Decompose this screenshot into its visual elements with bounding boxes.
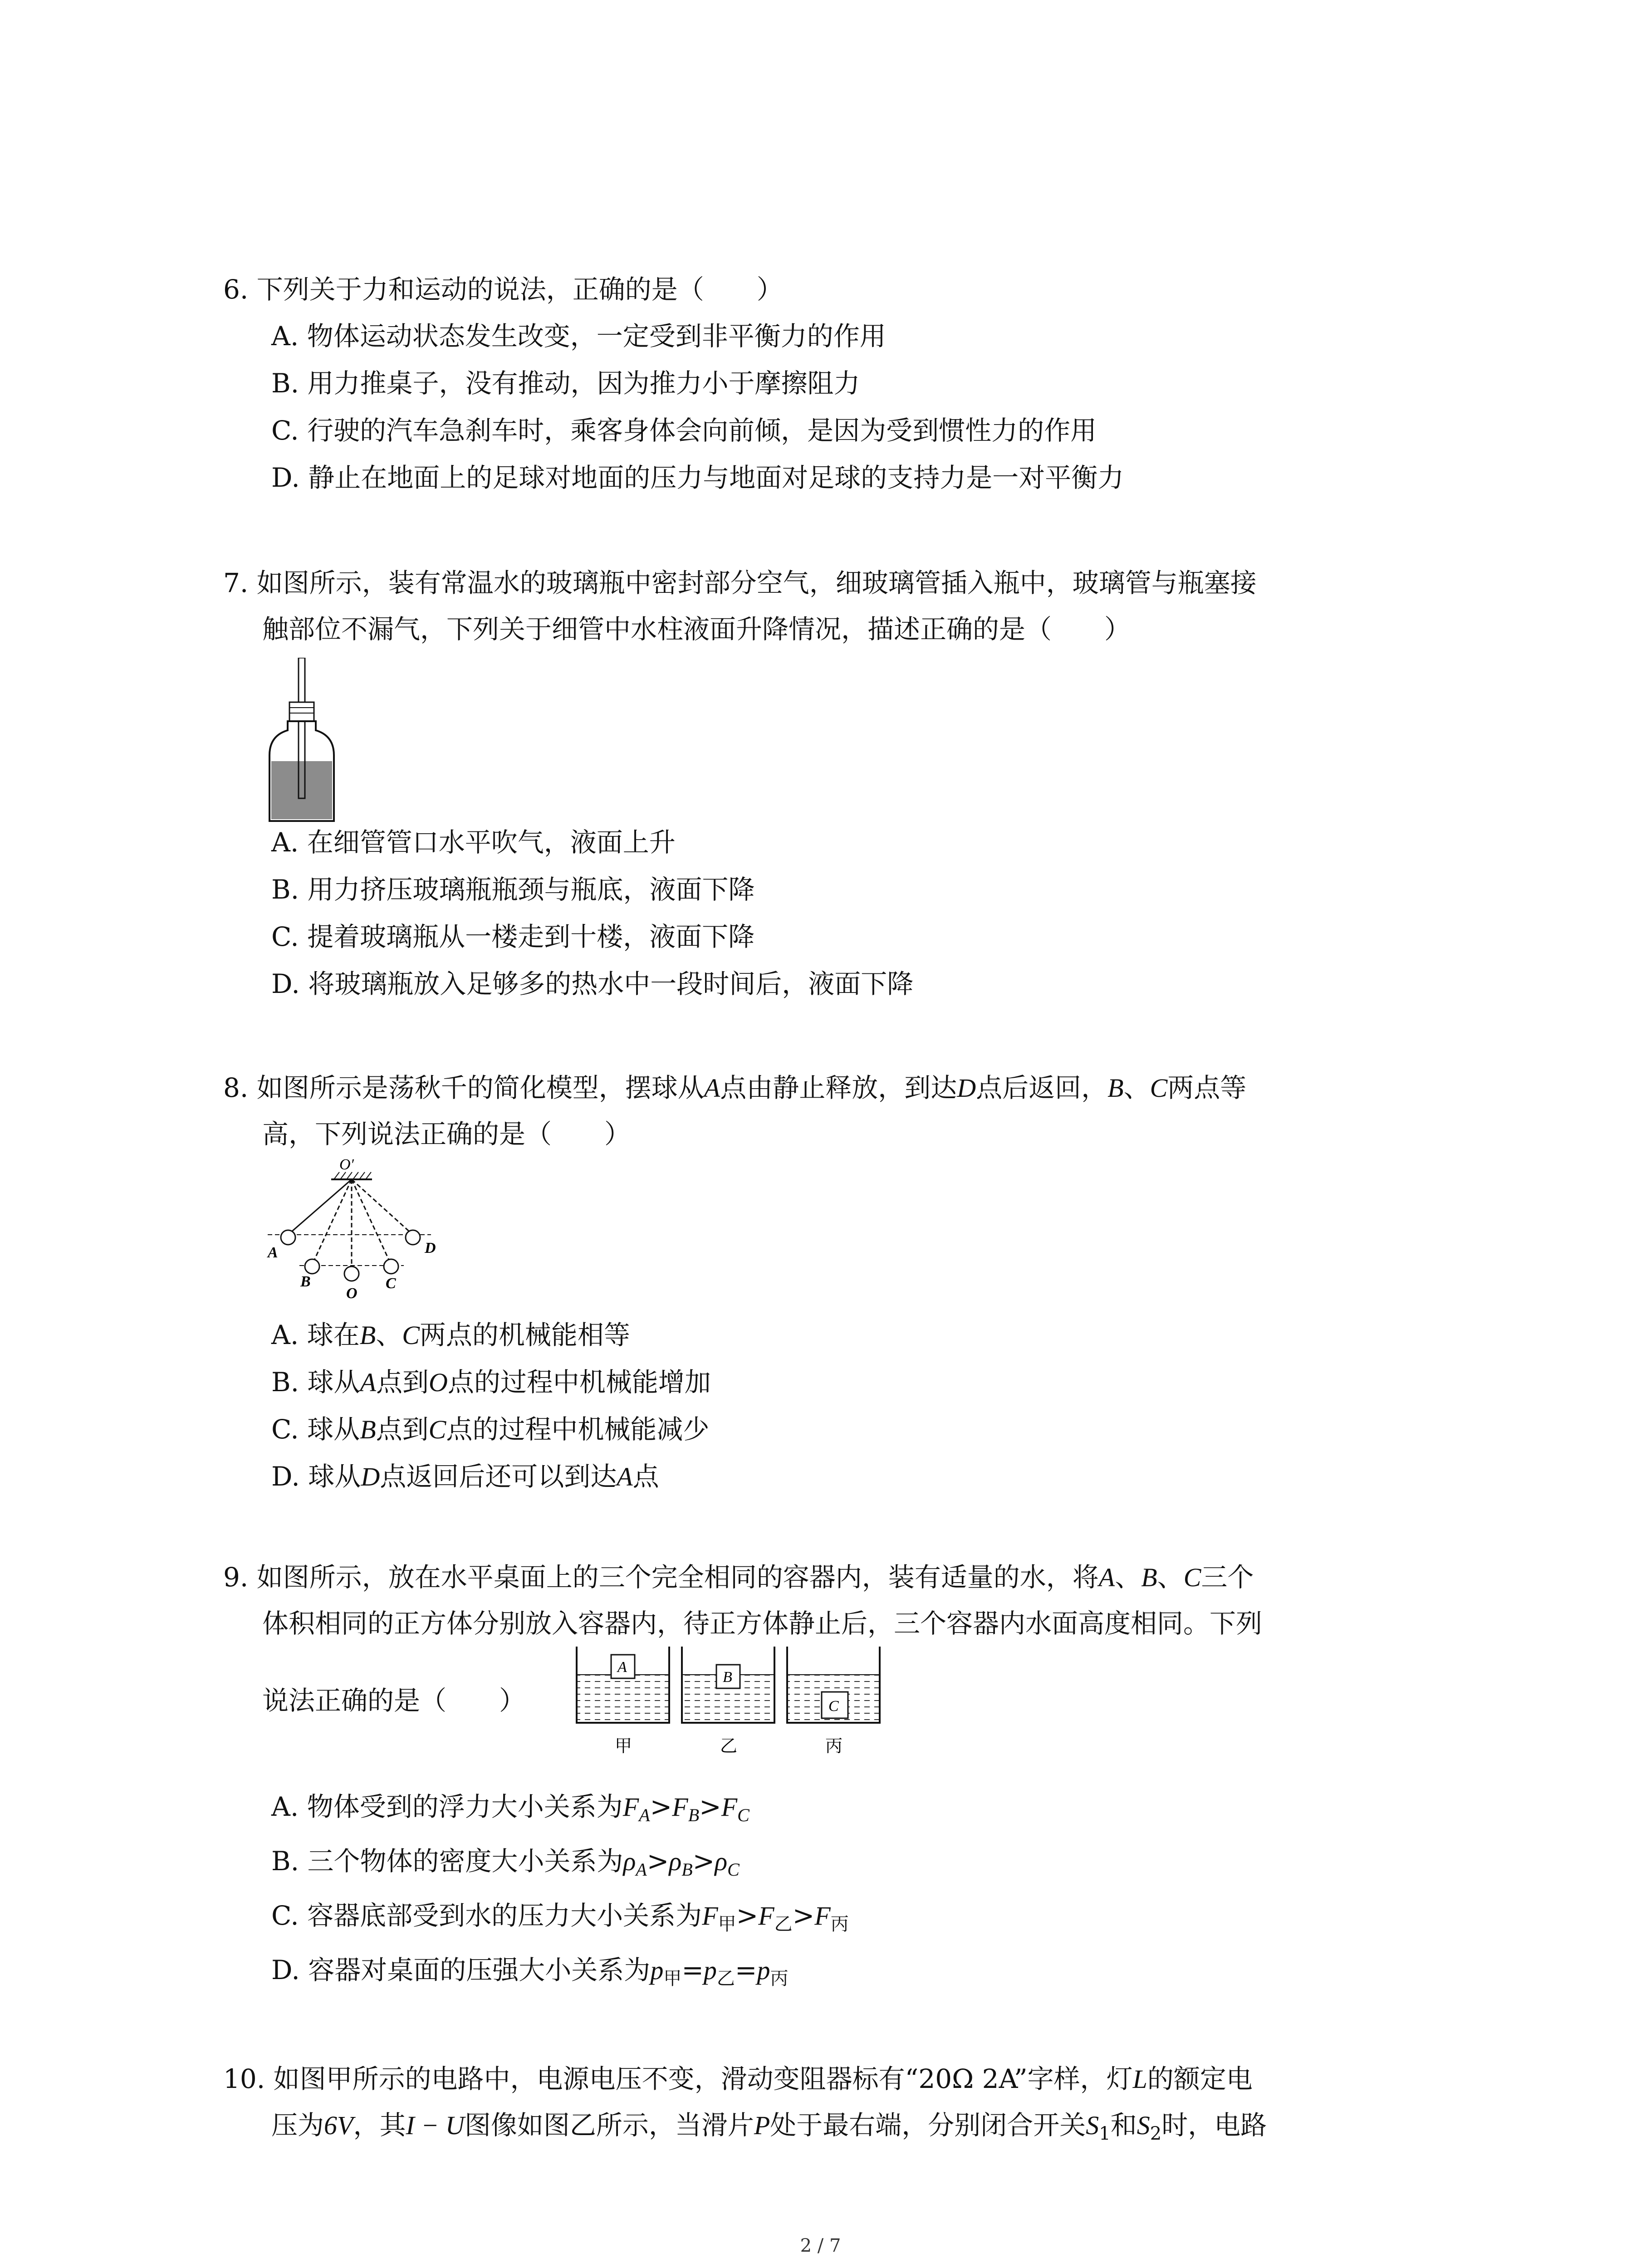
ball-b xyxy=(305,1259,319,1274)
container-jia xyxy=(577,1647,669,1723)
svg-text:乙: 乙 xyxy=(720,1736,738,1756)
q8-stem-line2: 高，下列说法正确的是（ ） xyxy=(262,1119,631,1149)
q6-option-b: B. 用力推桌子，没有推动，因为推力小于摩擦阻力 xyxy=(271,368,860,399)
q10-stem-line1: 10. 如图甲所示的电路中，电源电压不变，滑动变阻器标有“20Ω 2A”字样，灯L的额定电 xyxy=(223,2063,1253,2094)
q6-option-c: C. 行驶的汽车急刹车时，乘客身体会向前倾，是因为受到惯性力的作用 xyxy=(271,415,1097,446)
label-o: O xyxy=(346,1285,358,1302)
bottle-figure xyxy=(268,658,340,826)
q8-stem-line1: 8. 如图所示是荡秋千的简化模型，摆球从A点由静止释放，到达D点后返回，B、C两点等 xyxy=(223,1072,1247,1103)
svg-text:B: B xyxy=(723,1669,732,1686)
q9-stem-line2: 体积相同的正方体分别放入容器内，待正方体静止后，三个容器内水面高度相同。下列 xyxy=(262,1608,1263,1639)
svg-text:C: C xyxy=(828,1698,839,1715)
page-number: 2 / 7 xyxy=(800,2235,841,2256)
q7-option-b: B. 用力挤压玻璃瓶瓶颈与瓶底，液面下降 xyxy=(271,874,755,905)
ball-c xyxy=(384,1259,398,1274)
q10-stem-line2: 压为6V，其I − U图像如图乙所示，当滑片P处于最右端，分别闭合开关$S_1$和$S_2$时，电路 xyxy=(271,2110,1267,2144)
q8-option-b: B. 球从A点到O点的过程中机械能增加 xyxy=(271,1367,711,1398)
containers-figure xyxy=(574,1647,882,1783)
ball-a xyxy=(281,1230,295,1245)
q9-option-d: D. 容器对桌面的压强大小关系为$p_甲=p_乙=p_丙$ xyxy=(271,1955,789,1989)
swing-figure xyxy=(259,1152,454,1306)
q9-option-c: C. 容器底部受到水的压力大小关系为$F_甲>F_乙>F_丙$ xyxy=(271,1900,849,1935)
pivot-label: O′ xyxy=(339,1156,354,1173)
q6-stem: 6. 下列关于力和运动的说法，正确的是（ ） xyxy=(223,274,783,305)
q7-stem-line2: 触部位不漏气，下列关于细管中水柱液面升降情况，描述正确的是（ ） xyxy=(262,614,1131,645)
label-b: B xyxy=(300,1273,311,1290)
q9-stem-line3: 说法正确的是（ ） xyxy=(262,1685,526,1716)
container-bing xyxy=(787,1647,880,1723)
label-a: A xyxy=(268,1244,278,1261)
q7-option-a: A. 在细管管口水平吹气，液面上升 xyxy=(271,827,676,858)
label-c: C xyxy=(386,1275,396,1292)
q8-option-d: D. 球从D点返回后还可以到达A点 xyxy=(271,1461,659,1492)
q9-option-b: B. 三个物体的密度大小关系为$\rho_A>\rho_B>\rho_C$ xyxy=(271,1846,740,1880)
label-d: D xyxy=(425,1240,436,1256)
container-yi xyxy=(682,1647,774,1723)
svg-text:甲: 甲 xyxy=(615,1736,632,1756)
bottle-stopper xyxy=(289,702,314,721)
q6-option-a: A. 物体运动状态发生改变，一定受到非平衡力的作用 xyxy=(271,321,886,352)
q8-option-c: C. 球从B点到C点的过程中机械能减少 xyxy=(271,1414,710,1445)
q9-stem-line1: 9. 如图所示，放在水平桌面上的三个完全相同的容器内，装有适量的水，将A、B、C三个 xyxy=(223,1562,1254,1593)
q7-option-c: C. 提着玻璃瓶从一楼走到十楼，液面下降 xyxy=(271,921,755,952)
q9-option-a: A. 物体受到的浮力大小关系为$F_A>F_B>F_C$ xyxy=(271,1791,749,1825)
q6-option-d: D. 静止在地面上的足球对地面的压力与地面对足球的支持力是一对平衡力 xyxy=(271,462,1124,493)
svg-text:A: A xyxy=(617,1659,627,1676)
q7-stem-line1: 7. 如图所示，装有常温水的玻璃瓶中密封部分空气，细玻璃管插入瓶中，玻璃管与瓶塞接 xyxy=(223,567,1257,598)
ball-o xyxy=(344,1266,359,1281)
q8-option-a: A. 球在B、C两点的机械能相等 xyxy=(271,1320,630,1350)
svg-text:丙: 丙 xyxy=(825,1736,843,1756)
q7-option-d: D. 将玻璃瓶放入足够多的热水中一段时间后，液面下降 xyxy=(271,968,914,999)
ball-d xyxy=(406,1230,420,1245)
